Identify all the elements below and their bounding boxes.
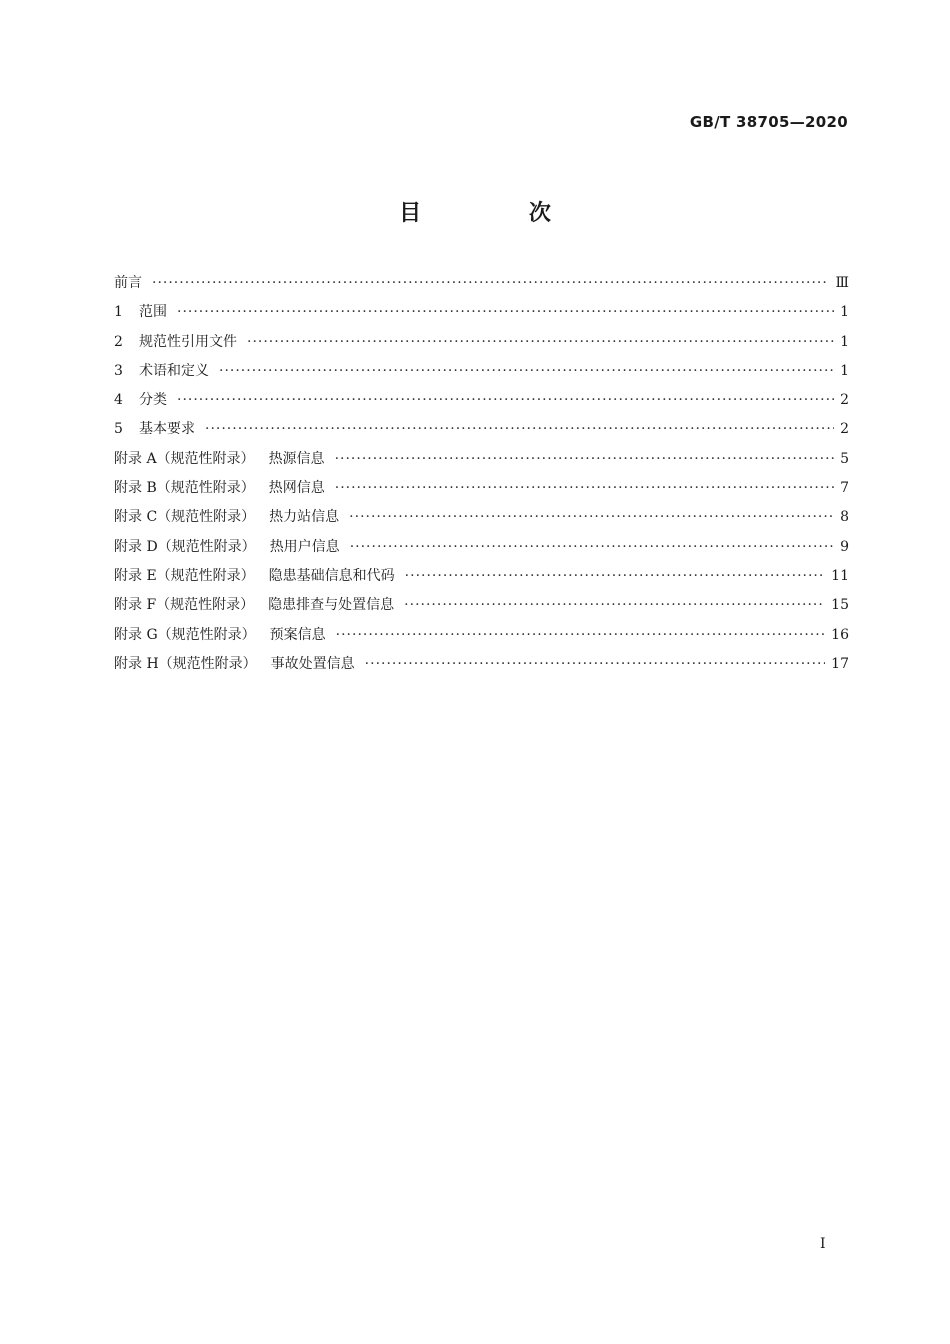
toc-page-number: 1: [840, 304, 849, 321]
toc-entry-2[interactable]: [114, 331, 849, 360]
toc-entry-number: 1: [114, 304, 123, 321]
toc-entry-label: 热力站信息: [269, 509, 340, 526]
toc-entry-label: 基本要求: [139, 421, 195, 438]
toc-page-number: 17: [831, 655, 849, 672]
toc-entry-annex-f[interactable]: [114, 594, 849, 623]
toc-annex-id: 附录 A: [114, 450, 157, 467]
toc-page-number: 2: [840, 421, 849, 438]
toc-annex-id: 附录 E: [114, 567, 157, 584]
toc-page-number: 7: [840, 480, 849, 497]
toc-dot-leader: [404, 597, 825, 613]
toc-entry-label: 事故处置信息: [270, 655, 355, 672]
toc-annex-category: （规范性附录）: [156, 480, 255, 497]
toc-annex-category: （规范性附录）: [156, 567, 255, 584]
toc-dot-leader: [336, 627, 826, 643]
toc-annex-id: 附录 B: [114, 480, 157, 497]
toc-page-number: 2: [840, 392, 849, 409]
toc-entry-number: 3: [114, 362, 123, 379]
toc-entry-annex-c[interactable]: [114, 506, 849, 535]
toc-entry-annex-h[interactable]: [114, 653, 849, 682]
toc-entry-label: 术语和定义: [139, 362, 209, 379]
toc-annex-category: （规范性附录）: [157, 626, 256, 643]
toc-entry-annex-b[interactable]: [114, 477, 849, 506]
toc-entry-label: 热源信息: [268, 450, 325, 467]
toc-dot-leader: [349, 509, 834, 525]
toc-entry-4[interactable]: [114, 389, 849, 418]
page-title: 目 次: [399, 201, 601, 226]
toc-annex-id: 附录 G: [114, 626, 158, 643]
toc-entry-label: 隐患排查与处置信息: [268, 597, 395, 614]
toc-annex-category: （规范性附录）: [156, 597, 255, 614]
page-number: I: [820, 1236, 826, 1252]
toc-dot-leader: [335, 480, 834, 496]
toc-dot-leader: [335, 451, 835, 467]
toc-annex-category: （规范性附录）: [157, 538, 256, 555]
toc-entry-number: 4: [114, 392, 123, 409]
toc-annex-id: 附录 D: [114, 538, 158, 555]
toc-entry-label: 热用户信息: [269, 538, 340, 555]
standard-number: GB/T 38705—2020: [689, 113, 848, 131]
toc-annex-id: 附录 H: [114, 655, 159, 672]
toc-entry-label: 范围: [139, 304, 167, 321]
toc-dot-leader: [247, 334, 834, 350]
toc-dot-leader: [219, 363, 834, 379]
toc-entry-annex-a[interactable]: [114, 448, 849, 477]
toc-dot-leader: [152, 275, 829, 291]
toc-dot-leader: [205, 421, 834, 437]
toc-page-number: 15: [831, 597, 849, 614]
toc-annex-category: （规范性附录）: [156, 450, 255, 467]
toc-dot-leader: [405, 568, 826, 584]
toc-dot-leader: [177, 392, 834, 408]
toc-list: [114, 272, 849, 682]
toc-annex-id: 附录 C: [114, 509, 158, 526]
toc-dot-leader: [350, 539, 834, 555]
toc-page-number: Ⅲ: [835, 275, 849, 291]
toc-page-number: 1: [840, 362, 849, 379]
toc-page-number: 9: [840, 538, 849, 555]
toc-entry-1[interactable]: [114, 301, 849, 330]
toc-entry-annex-g[interactable]: [114, 624, 849, 653]
toc-entry-annex-d[interactable]: [114, 536, 849, 565]
toc-entry-label: 分类: [139, 392, 167, 409]
toc-annex-id: 附录 F: [114, 597, 157, 614]
toc-entry-label: 前言: [114, 275, 142, 291]
toc-page-number: 1: [840, 333, 849, 350]
toc-entry-annex-e[interactable]: [114, 565, 849, 594]
toc-page-number: 16: [831, 626, 849, 643]
toc-entry-label: 热网信息: [268, 480, 325, 497]
toc-dot-leader: [365, 656, 826, 672]
toc-entry-foreword[interactable]: [114, 272, 849, 301]
toc-entry-5[interactable]: [114, 418, 849, 447]
toc-entry-label: 隐患基础信息和代码: [268, 567, 395, 584]
toc-annex-category: （规范性附录）: [157, 509, 256, 526]
toc-entry-number: 2: [114, 333, 123, 350]
toc-dot-leader: [177, 304, 834, 320]
toc-page-number: 8: [840, 509, 849, 526]
toc-annex-category: （规范性附录）: [158, 655, 257, 672]
toc-entry-3[interactable]: [114, 360, 849, 389]
toc-entry-label: 规范性引用文件: [139, 333, 237, 350]
toc-page-number: 11: [831, 567, 849, 584]
toc-entry-label: 预案信息: [269, 626, 326, 643]
toc-page-number: 5: [840, 450, 849, 467]
toc-entry-number: 5: [114, 421, 123, 438]
